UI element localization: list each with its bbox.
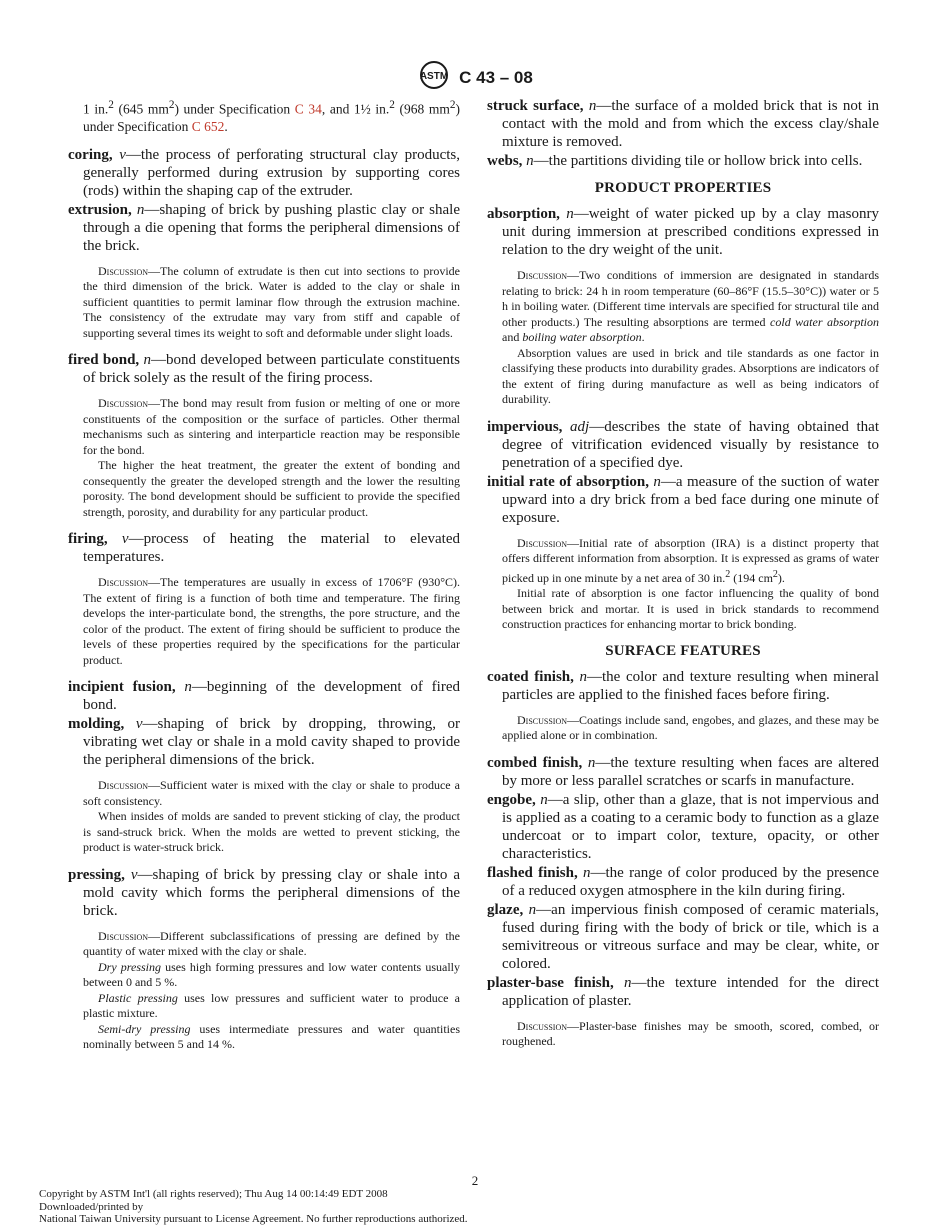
definition-plaster-base-finish: plaster-base finish, n—the texture intended for the direct application of plaster. <box>487 974 879 1009</box>
continuation-text: 1 in.$^2$ (645 $mm^2$) under Specification C 34, and 1½ in.$^2$ (968 $mm^2$) under Specification C 652. <box>83 99 460 134</box>
astm-logo-icon <box>417 60 451 95</box>
discussion-extrusion: Discussion—The column of extrudate is then cut into sections to provide the third dimension of the brick. Water is added to the clay or shale in sufficient quantities to permit laminar flow through the extrusion machine. The consistency of the extrudate may vary from stiff and capable of supporting several times its weight to soft and deformable under slight loads. <box>83 263 460 340</box>
discussion-pressing: Discussion—Different subclassifications of pressing are defined by the quantity of water mixed with the clay or shale. Dry pressing uses high forming pressures and low water contents usually between 0 and 5 %. Plastic pressing uses low pressures and sufficient water to produce a plastic mixture. Semi-dry pressing uses intermediate pressures and water quantities nominally between 5 and 14 %. <box>83 928 460 1051</box>
definition-coring: coring, v—the process of perforating structural clay products, generally performed during extrusion by supporting cores (rods) within the shaping cap of the extruder. <box>68 146 460 199</box>
definition-webs: webs, n—the partitions dividing tile or hollow brick into cells. <box>487 153 863 169</box>
right-column <box>487 97 879 1060</box>
discussion-plaster-base-finish: Discussion—Plaster-base finishes may be smooth, scored, combed, or roughened. <box>502 1018 879 1048</box>
definition-engobe: engobe, n—a slip, other than a glaze, that is not impervious and is applied as a coating to a ceramic body to function as a glaze undercoat or to impart color, texture, opacity, or other characteristics. <box>487 791 879 862</box>
definition-incipient-fusion: incipient fusion, n—beginning of the development of fired bond. <box>68 679 460 713</box>
definition-firing: firing, v—process of heating the material to elevated temperatures. <box>68 531 461 565</box>
section-heading-surface-features: SURFACE FEATURES <box>605 642 761 659</box>
definition-pressing: pressing, v—shaping of brick by pressing clay or shale into a mold cavity which forms the peripheral dimensions of the brick. <box>68 866 461 919</box>
definition-extrusion: extrusion, n—shaping of brick by pushing plastic clay or shale through a die opening that forms the peripheral dimensions of the brick. <box>68 201 461 254</box>
definition-combed-finish: combed finish, n—the texture resulting when faces are altered by more or less parallel scratches or scarfs in manufacture. <box>487 754 880 789</box>
standard-designation: C 43 – 08 <box>459 67 533 87</box>
definition-glaze: glaze, n—an impervious finish composed of ceramic materials, fused during firing with the body of brick or tile, which is a semivitreous or vitreous surface and may be clear, white, or colored. <box>487 901 879 972</box>
definition-coated-finish: coated finish, n—the color and texture resulting when mineral particles are applied to the finished faces before firing. <box>487 668 879 703</box>
definition-molding: molding, v—shaping of brick by dropping, throwing, or vibrating wet clay or shale in a mold cavity shaped to provide the peripheral dimensions of the brick. <box>68 716 460 768</box>
page-number: 2 <box>471 1173 479 1188</box>
definition-impervious: impervious, adj—describes the state of having obtained that degree of vitrification evidenced visually by resistance to penetration of a specified dye. <box>487 418 880 471</box>
spec-link-c34[interactable]: C 34 <box>294 101 322 117</box>
definition-initial-rate-of-absorption: initial rate of absorption, n—a measure of the suction of water upward into a dry brick from a bed face during one minute of exposure. <box>487 473 880 526</box>
svg-text:ASTM: ASTM <box>419 71 449 82</box>
copyright-footer: Copyright by ASTM Int'l (all rights reserved); Thu Aug 14 00:14:49 EDT 2008 Downloaded/printed by National Taiwan University pursuant to License Agreement. No further reproductions authorized. <box>39 1188 468 1225</box>
discussion-ira: Discussion—Initial rate of absorption (IRA) is a distinct property that offers different information from absorption. It is expressed as grams of water picked up in one minute by a net area of 30 in.$^2$ (194 $cm^2$). Initial rate of absorption is one factor influencing the quality of bond between brick and mortar. It is used in brick standards to recommend construction practices for enhancing mortar to brick bonding. <box>502 535 879 631</box>
page-header <box>0 60 950 95</box>
discussion-fired-bond: Discussion—The bond may result from fusion or melting of one or more constituents of the composition or the surface of particles. Other thermal mechanisms such as sintering and interparticle reaction may be responsible for the bond. The higher the heat treatment, the greater the extent of bonding and consequently the greater the developed strength and the lower the resulting porosity. The bond development should be sufficient to provide the specified strength, porosity, and durability for any particular product. <box>83 396 460 519</box>
definition-fired-bond: fired bond, n—bond developed between particulate constituents of brick solely as the result of the firing process. <box>68 352 461 386</box>
definition-struck-surface: struck surface, n—the surface of a molded brick that is not in contact with the mold and from which the excess clay/shale mixture is removed. <box>487 98 880 150</box>
discussion-absorption: Discussion—Two conditions of immersion are designated in standards relating to brick: 24 h in room temperature (60–86°F (15.5–30°C)) water or 5 h in boiling water. (Different time intervals are specified for structural tile and other products.) The resulting absorptions are termed cold water absorption and boiling water absorption. Absorption values are used in brick and tile standards as one factor in classifying these products into durability grades. Absorptions are indicators of the extent of firing during manufacture as well as being indicators of durability. <box>502 268 879 406</box>
spec-link-c652[interactable]: C 652 <box>191 118 225 134</box>
discussion-molding: Discussion—Sufficient water is mixed with the clay or shale to produce a soft consistency. When insides of molds are sanded to prevent sticking of clay, the product is sand-struck brick. When the molds are wetted to prevent sticking, the product is water-struck brick. <box>83 778 460 854</box>
discussion-firing: Discussion—The temperatures are usually in excess of 1706°F (930°C). The extent of firing is a function of both time and temperature. The firing develops the inter-particulate bond, the strengths, the pore structure, and the color of the product. The extent of firing should be sufficient to produce the levels of these properties required by the specifications for the particular product. <box>83 575 460 667</box>
definition-flashed-finish: flashed finish, n—the range of color produced by the presence of a reduced oxygen atmosphere in the kiln during firing. <box>487 864 879 899</box>
definition-absorption: absorption, n—weight of water picked up by a clay masonry unit during immersion at prescribed conditions expressed in relation to the dry weight of the unit. <box>487 206 879 258</box>
section-heading-product-properties: PRODUCT PROPERTIES <box>594 180 772 196</box>
left-column <box>68 97 460 1063</box>
discussion-coated-finish: Discussion—Coatings include sand, engobes, and glazes, and these may be applied alone or in combination. <box>502 712 879 742</box>
